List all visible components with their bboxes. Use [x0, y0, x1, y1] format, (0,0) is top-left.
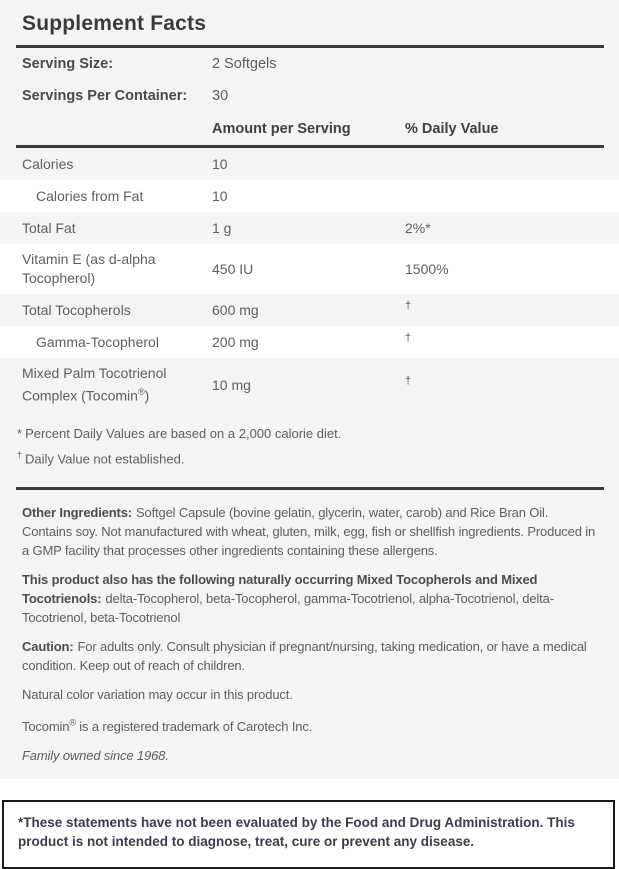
- nutrient-name: Gamma-Tocopherol: [36, 333, 159, 350]
- trademark-paragraph: [22, 714, 599, 736]
- nutrient-daily-value: †: [405, 374, 412, 387]
- servings-per-container-label: Servings Per Container:: [22, 88, 188, 104]
- footnote-text: Percent Daily Values are based on a 2,000 calorie diet.: [25, 425, 342, 441]
- serving-size-value: 2 Softgels: [212, 56, 277, 72]
- information-paragraphs: [0, 490, 619, 779]
- footnote-daily-values: [17, 426, 604, 441]
- nutrient-amount: 10 mg: [212, 376, 251, 393]
- table-row: [0, 212, 619, 244]
- table-row: [0, 244, 619, 294]
- other-ingredients-paragraph: [22, 503, 599, 560]
- nutrient-daily-value: 2%*: [405, 220, 431, 236]
- nutrient-name: Total Fat: [22, 219, 76, 236]
- color-variation-text: Natural color variation may occur in this product.: [22, 686, 293, 702]
- footnotes: [0, 412, 619, 487]
- nutrient-amount: 600 mg: [212, 302, 259, 318]
- caution-label: Caution:: [22, 638, 74, 654]
- nutrient-amount: 10: [212, 188, 228, 204]
- nutrient-daily-value: 1500%: [405, 261, 449, 277]
- table-row: [0, 180, 619, 212]
- servings-per-container-value: 30: [212, 88, 229, 104]
- nutrient-amount: 450 IU: [212, 261, 254, 277]
- nutrient-daily-value: †: [405, 332, 412, 344]
- caution-text: For adults only. Consult physician if pregnant/nursing, taking medication, or have a medical condition. Keep out of reach of children.: [22, 638, 587, 673]
- naturally-occurring-label: This product also has the following naturally occurring Mixed Tocopherols and Mixed Tocotrienols:: [22, 571, 538, 606]
- column-header-amount: Amount per Serving: [212, 120, 351, 137]
- other-ingredients-label: Other Ingredients:: [22, 504, 132, 520]
- naturally-occurring-text: delta-Tocopherol, beta-Tocopherol, gamma-Tocotrienol, alpha-Tocotrienol, delta-Tocotrienol, beta-Tocotrienol: [22, 590, 554, 625]
- nutrient-name: Mixed Palm Tocotrienol Complex (Tocomin®): [22, 365, 167, 404]
- nutrient-name: Total Tocopherols: [22, 301, 131, 318]
- footnote-text: Daily Value not established.: [25, 450, 185, 466]
- page-title: Supplement Facts: [22, 12, 207, 35]
- nutrient-daily-value: †: [405, 300, 412, 312]
- serving-size-row: [0, 48, 619, 80]
- family-owned-text: Family owned since 1968.: [22, 748, 169, 764]
- table-header: [0, 112, 619, 145]
- nutrient-amount: 1 g: [212, 220, 232, 236]
- nutrient-table: [0, 148, 619, 412]
- servings-per-container-row: [0, 80, 619, 112]
- serving-size-label: Serving Size:: [22, 56, 114, 72]
- dagger-symbol: †: [17, 449, 23, 460]
- trademark-text: Tocomin® is a registered trademark of Carotech Inc.: [22, 717, 313, 735]
- asterisk-symbol: *: [17, 425, 23, 441]
- table-row: [0, 326, 619, 358]
- table-row: [0, 148, 619, 180]
- other-ingredients-text: Softgel Capsule (bovine gelatin, glycerin, water, carob) and Rice Bran Oil. Contains soy. Not manufactured with wheat, gluten, milk, egg, fish or shellfish ingredients. Produced in a GMP facility that processes other ingredients containing these allergens.: [22, 504, 596, 558]
- family-owned-paragraph: [22, 746, 599, 765]
- nutrient-name: Calories from Fat: [36, 187, 144, 204]
- fda-disclaimer-text: *These statements have not been evaluated by the Food and Drug Administration. This product is not intended to diagnose, treat, cure or prevent any disease.: [18, 815, 575, 850]
- nutrient-amount: 10: [212, 156, 228, 172]
- naturally-occurring-paragraph: [22, 570, 599, 627]
- nutrient-name: Calories: [22, 155, 74, 172]
- footnote-daily-value-not-established: [17, 450, 604, 466]
- caution-paragraph: [22, 637, 599, 675]
- table-row: [0, 358, 619, 412]
- registered-trademark-symbol: ®: [69, 717, 76, 728]
- column-header-daily-value: % Daily Value: [405, 120, 499, 137]
- table-row: [0, 294, 619, 326]
- nutrient-name: Vitamin E (as d-alpha Tocopherol): [22, 251, 156, 286]
- nutrient-amount: 200 mg: [212, 334, 259, 350]
- registered-trademark-symbol: ®: [137, 387, 145, 397]
- fda-disclaimer-box: [2, 800, 615, 869]
- color-variation-paragraph: [22, 685, 599, 704]
